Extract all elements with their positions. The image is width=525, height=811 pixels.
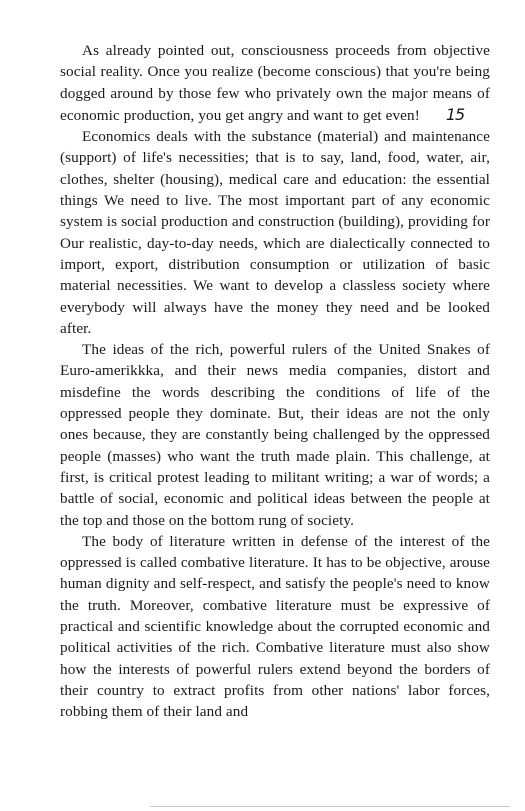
footer-rule bbox=[150, 806, 510, 807]
paragraph-1 bbox=[60, 40, 490, 126]
page-body bbox=[60, 40, 490, 723]
paragraph-4: The body of literature written in defense of the interest of the oppressed is called combative literature. It has to be objective, arouse human dignity and self-respect, and satisfy the people's need to know the truth. Moreover, combative literature must be expressive of practical and scientific knowledge about the corrupted economic and political activities of the rich. Combative literature must also show how the interests of powerful rulers extend beyond the borders of their country to extract profits from other nations' labor forces, robbing them of their land and bbox=[60, 532, 490, 721]
paragraph-1-text: As already pointed out, consciousness proceeds from objective social reality. Once you realize (become conscious) that you're being dogged around by those few who privately own the major means of economic production, you get angry and want to get even! bbox=[60, 42, 490, 124]
handwritten-page-number: 15 bbox=[445, 104, 465, 124]
paragraph-2: Economics deals with the substance (material) and maintenance (support) of life's necessities; that is to say, land, food, water, air, clothes, shelter (housing), medical care and education: the essential things We need to live. The most important part of any economic system is social production and construction (building), providing for Our realistic, day-to-day needs, which are dialectically connected to import, export, distribution consumption or utilization of basic material necessities. We want to develop a classless society where everybody will always have the money they need and be looked after. bbox=[60, 128, 490, 337]
paragraph-3: The ideas of the rich, powerful rulers of the United Snakes of Euro-amerikkka, and their news media companies, distort and misdefine the words describing the conditions of life of the oppressed people they dominate. But, their ideas are not the only ones because, they are constantly being challenged by the oppressed people (masses) who want the truth made plain. This challenge, at first, is critical protest leading to militant writing; a war of words; a battle of social, economic and political ideas between the people at the top and those on the bottom rung of society. bbox=[60, 341, 490, 529]
